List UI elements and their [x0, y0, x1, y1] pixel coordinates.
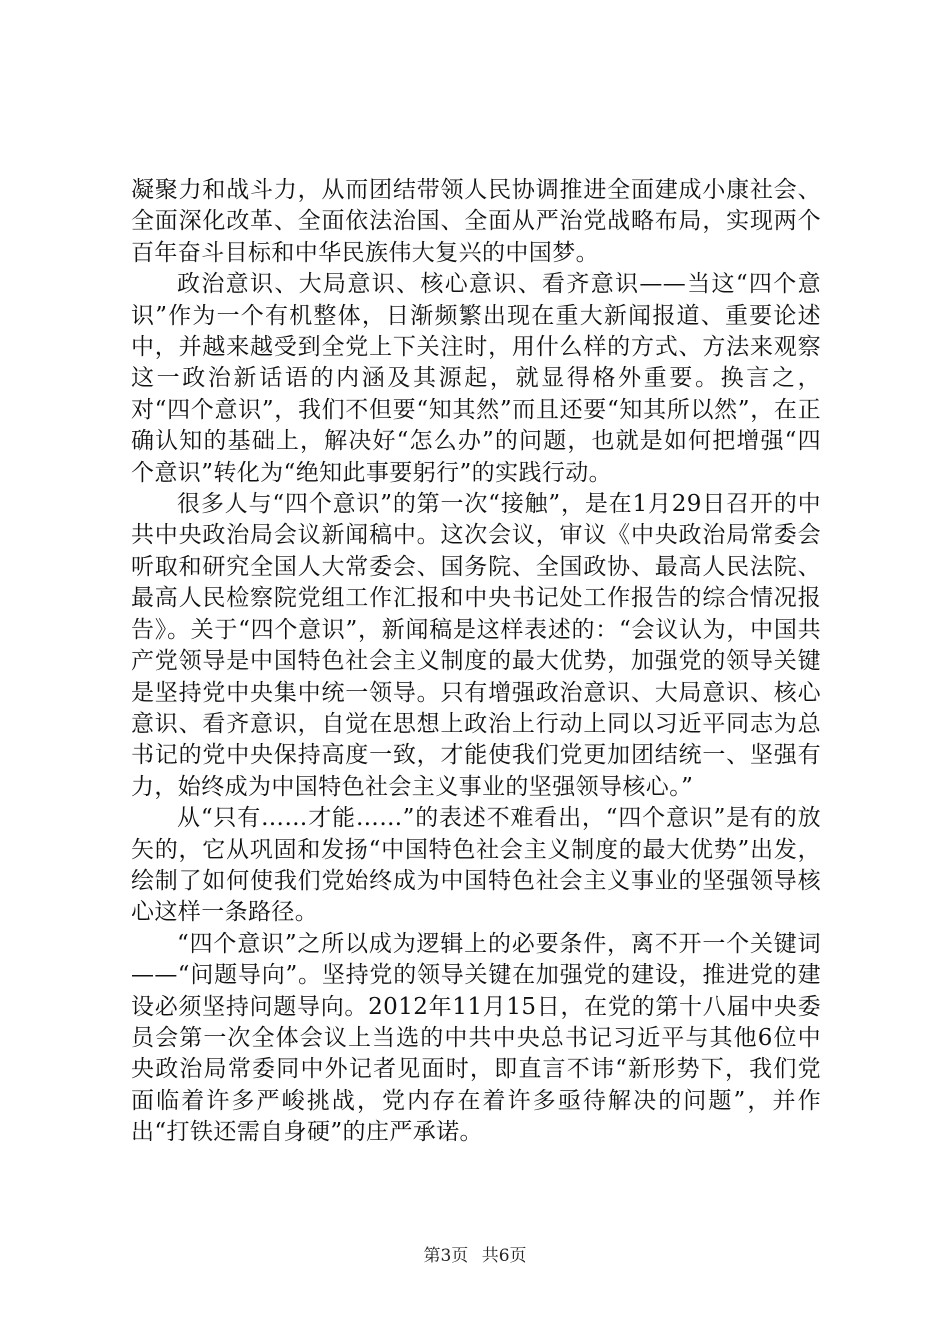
paragraph-continuation: 凝聚力和战斗力，从而团结带领人民协调推进全面建成小康社会、全面深化改革、全面依法治国、全面从严治党战略布局，实现两个百年奋斗目标和中华民族伟大复兴的中国梦。: [131, 177, 821, 266]
paragraph-first-contact: 很多人与“四个意识”的第一次“接触”，是在1月29日召开的中共中央政治局会议新闻稿中。这次会议，审议《中央政治局常委会听取和研究全国人大常委会、国务院、全国政协、最高人民法院、最高人民检察院党组工作汇报和中央书记处工作报告的综合情况报告》。关于“四个意识”，新闻稿是这样表述的：“会议认为，中国共产党领导是中国特色社会主义制度的最大优势，加强党的领导关键是坚持党中央集中统一领导。只有增强政治意识、大局意识、核心意识、看齐意识，自觉在思想上政治上行动上同以习近平同志为总书记的党中央保持高度一致，才能使我们党更加团结统一、坚强有力，始终成为中国特色社会主义事业的坚强领导核心。”: [131, 491, 821, 800]
page-total: 共6页: [481, 1246, 527, 1266]
page-number: 第3页: [423, 1246, 469, 1266]
document-body: [131, 175, 821, 1149]
paragraph-problem-orientation: “四个意识”之所以成为逻辑上的必要条件，离不开一个关键词——“问题导向”。坚持党的领导关键在加强党的建设，推进党的建设必须坚持问题导向。2012年11月15日，在党的第十八届中央委员会第一次全体会议上当选的中共中央总书记习近平与其他6位中央政治局常委同中外记者见面时，即直言不讳“新形势下，我们党面临着许多严峻挑战，党内存在着许多亟待解决的问题”，并作出“打铁还需自身硬”的庄严承诺。: [131, 930, 821, 1146]
page-footer: [0, 1241, 950, 1266]
paragraph-four-consciousness-intro: 政治意识、大局意识、核心意识、看齐意识——当这“四个意识”作为一个有机整体，日渐频繁出现在重大新闻报道、重要论述中，并越来越受到全党上下关注时，用什么样的方式、方法来观察这一政治新话语的内涵及其源起，就显得格外重要。换言之，对“四个意识”，我们不但要“知其然”而且还要“知其所以然”，在正确认知的基础上，解决好“怎么办”的问题，也就是如何把增强“四个意识”转化为“绝知此事要躬行”的实践行动。: [131, 271, 821, 486]
paragraph-only-then: 从“只有……才能……”的表述不难看出，“四个意识”是有的放矢的，它从巩固和发扬“中国特色社会主义制度的最大优势”出发，绘制了如何使我们党始终成为中国特色社会主义事业的坚强领导核心这样一条路径。: [131, 805, 821, 926]
